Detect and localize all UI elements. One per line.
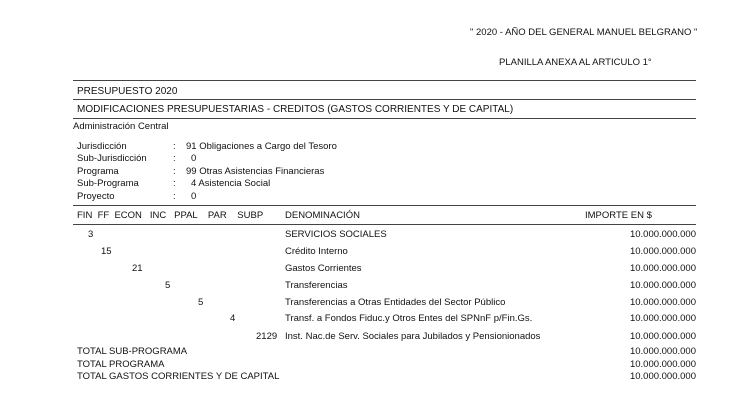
row-denomination: SERVICIOS SOCIALES	[285, 229, 387, 240]
budget-title: PRESUPUESTO 2020	[77, 86, 178, 97]
row-code: 4	[230, 313, 236, 324]
jurisdiction-label: Jurisdicción	[77, 141, 127, 152]
row-code: 3	[88, 229, 94, 240]
program-sep: :	[173, 166, 176, 177]
row-code: 2129	[256, 331, 278, 342]
divider-top	[73, 80, 696, 81]
jurisdiction-sep: :	[173, 141, 176, 152]
project-value: 0	[191, 191, 197, 202]
document-motto: " 2020 - AÑO DEL GENERAL MANUEL BELGRANO "	[470, 27, 698, 38]
row-amount: 10.000.000.000	[629, 280, 696, 291]
section-title: MODIFICACIONES PRESUPUESTARIAS - CREDITOS (GASTOS CORRIENTES Y DE CAPITAL)	[77, 104, 514, 115]
total-expenses-label: TOTAL GASTOS CORRIENTES Y DE CAPITAL	[77, 371, 280, 382]
row-amount: 10.000.000.000	[629, 313, 696, 324]
subjurisdiction-label: Sub-Jurisdicción	[77, 153, 147, 164]
jurisdiction-value: 91 Obligaciones a Cargo del Tesoro	[186, 141, 337, 152]
total-program-label: TOTAL PROGRAMA	[77, 359, 165, 370]
project-label: Proyecto	[77, 191, 115, 202]
subprogram-label: Sub-Programa	[77, 178, 139, 189]
divider-header	[73, 224, 696, 225]
total-subprogram-amount: 10.000.000.000	[629, 346, 696, 357]
total-expenses-amount: 10.000.000.000	[629, 371, 696, 382]
program-label: Programa	[77, 166, 119, 177]
program-value: 99 Otras Asistencias Financieras	[186, 166, 325, 177]
total-subprogram-label: TOTAL SUB-PROGRAMA	[77, 346, 188, 357]
subjurisdiction-value: 0	[191, 153, 197, 164]
row-code: 5	[198, 297, 204, 308]
annex-title: PLANILLA ANEXA AL ARTICULO 1°	[499, 57, 652, 68]
row-code: 21	[132, 263, 143, 274]
row-denomination: Transferencias a Otras Entidades del Sector Público	[285, 297, 506, 308]
row-amount: 10.000.000.000	[629, 297, 696, 308]
row-denomination: Gastos Corrientes	[285, 263, 362, 274]
total-program-amount: 10.000.000.000	[629, 359, 696, 370]
subprogram-sep: :	[173, 178, 176, 189]
subprogram-value: 4 Asistencia Social	[191, 178, 271, 189]
row-denomination: Crédito Interno	[285, 246, 348, 257]
divider-section	[73, 118, 696, 119]
row-denomination: Inst. Nac.de Serv. Sociales para Jubilados y Pensionionados	[285, 331, 541, 342]
row-amount: 10.000.000.000	[629, 229, 696, 240]
column-header-amount: IMPORTE EN $	[585, 210, 652, 221]
row-denomination: Transf. a Fondos Fiduc.y Otros Entes del SPNnF p/Fin.Gs.	[285, 313, 533, 324]
subjurisdiction-sep: :	[173, 153, 176, 164]
row-code: 15	[101, 246, 112, 257]
divider-budget	[73, 99, 696, 100]
project-sep: :	[173, 191, 176, 202]
row-amount: 10.000.000.000	[629, 331, 696, 342]
row-denomination: Transferencias	[285, 280, 348, 291]
column-header-denomination: DENOMINACIÓN	[285, 210, 360, 221]
row-code: 5	[165, 280, 171, 291]
divider-classification	[73, 205, 696, 206]
column-header-codes: FIN FF ECON INC PPAL PAR SUBP	[77, 210, 264, 221]
row-amount: 10.000.000.000	[629, 246, 696, 257]
administration-label: Administración Central	[73, 121, 169, 132]
row-amount: 10.000.000.000	[629, 263, 696, 274]
